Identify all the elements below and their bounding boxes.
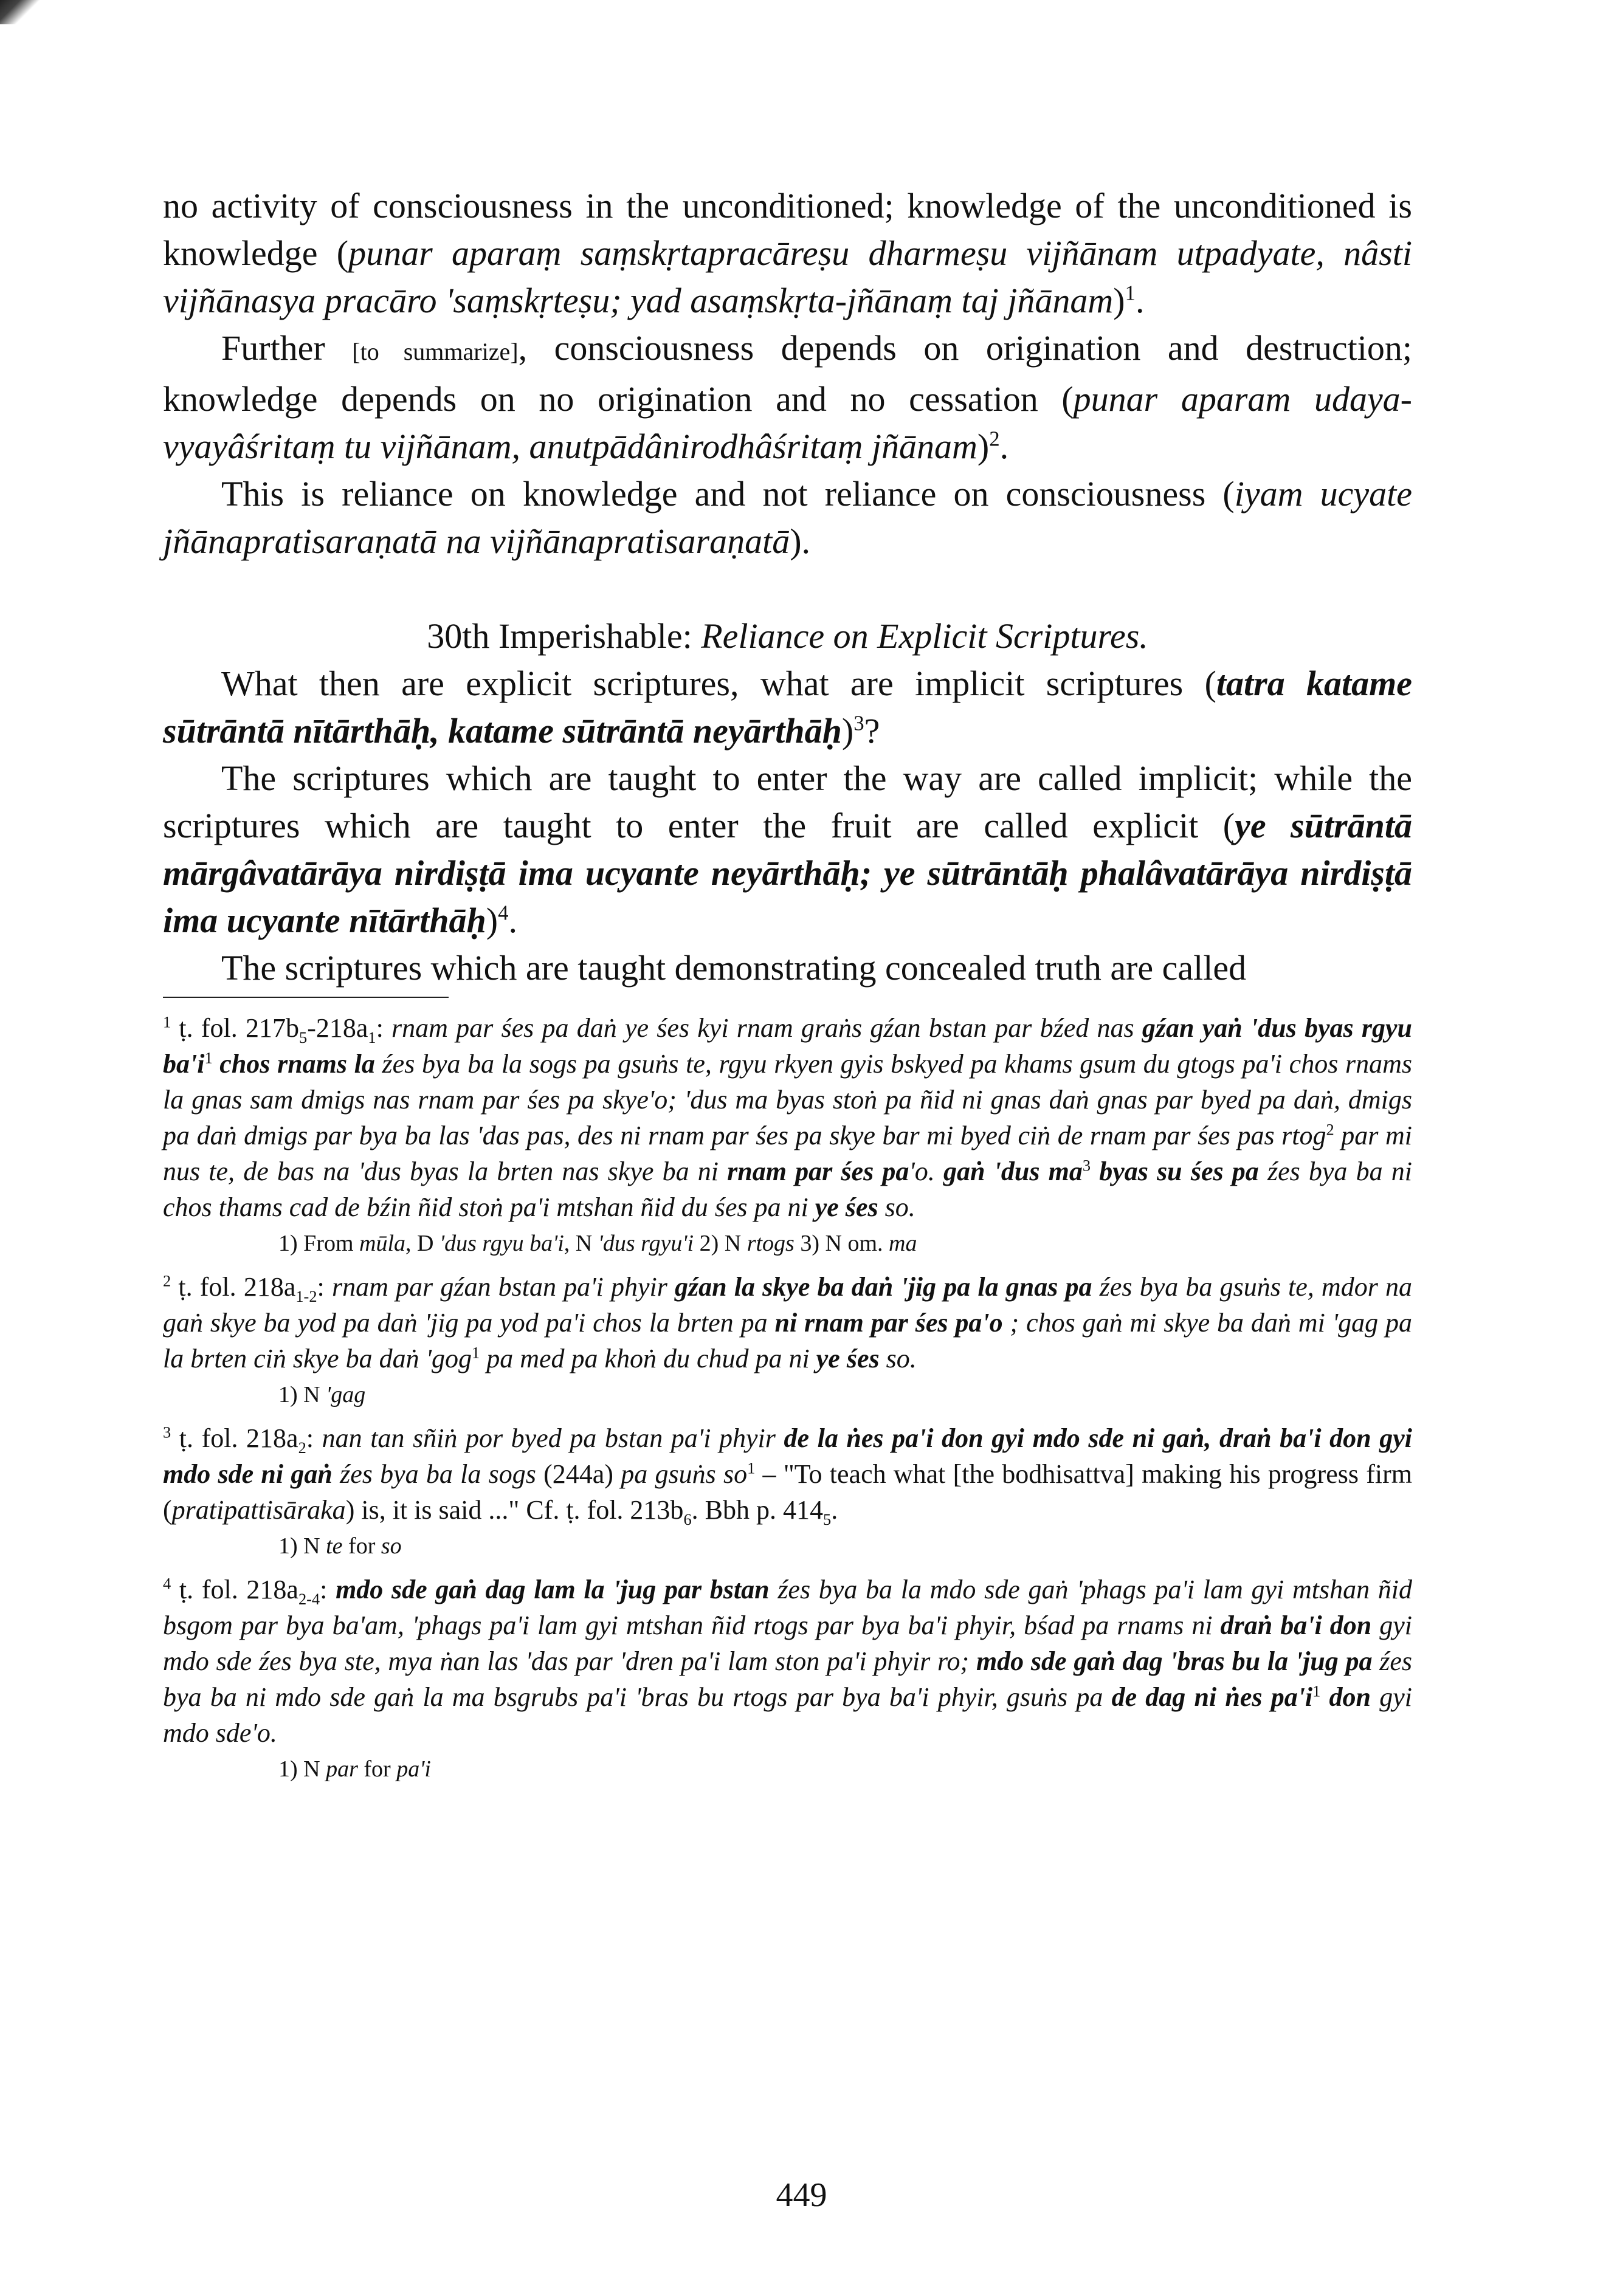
- text-run: ).: [790, 521, 811, 561]
- text-run: byas su śes pa: [1091, 1157, 1259, 1186]
- text-run: no activity of consciousness in the unconditioned; knowledge of the unconditioned is knowledge (: [163, 186, 1412, 273]
- text-run: . Bbh p. 414: [691, 1495, 823, 1525]
- text-run: :: [317, 1272, 332, 1302]
- text-run: 1: [471, 1343, 480, 1362]
- footnote-variant-note: [278, 1379, 1412, 1411]
- text-run: .: [999, 427, 1009, 466]
- text-run: źes bya ba la sogs: [332, 1459, 536, 1489]
- footnote-2: [163, 1269, 1412, 1411]
- text-run: .: [831, 1495, 838, 1525]
- text-run: 'dus rgyu'i: [598, 1231, 694, 1256]
- footnote-variant-note: [278, 1530, 1412, 1562]
- text-run: pratipattisāraka: [171, 1495, 346, 1525]
- text-run: 5: [299, 1028, 308, 1047]
- text-run: :: [320, 1575, 336, 1604]
- text-run: 'gag: [326, 1382, 366, 1408]
- text-run: ṭ. fol. 218a: [171, 1272, 296, 1302]
- text-run: nan tan sñiṅ por byed pa bstan pa'i phyir: [322, 1423, 784, 1453]
- scan-corner-mark: [0, 0, 43, 24]
- footnote-text: [163, 1010, 1412, 1225]
- text-run: for: [342, 1533, 381, 1559]
- text-run: 'o.: [909, 1157, 943, 1186]
- text-run: 30th Imperishable:: [427, 616, 702, 656]
- text-run: , N: [564, 1231, 598, 1256]
- text-run: ): [1113, 281, 1125, 320]
- text-run: chos rnams la: [212, 1049, 375, 1079]
- text-run: gyi mdo sde źes bya ste, mya ṅan las 'das par 'dren pa'i lam ston pa'i phyir ro;: [163, 1610, 1412, 1676]
- text-run: par: [326, 1756, 358, 1782]
- text-run: 1-2: [295, 1287, 317, 1305]
- text-run: mūla: [359, 1231, 405, 1256]
- footnotes: [163, 1010, 1412, 1785]
- text-run: ye sūtrāntā mārgâvatārāya nirdiṣṭā ima ucyante neyārthāḥ; ye sūtrāntāḥ phalâvatārāya nirdiṣṭā ima ucyante nītārthāḥ: [163, 806, 1412, 940]
- text-run: , consciousness depends on origination and destruction; knowledge depends on no origination and no cessation (: [163, 328, 1412, 419]
- text-run: 1) N: [278, 1382, 326, 1408]
- text-run: rnam par śes pa: [727, 1157, 909, 1186]
- text-run: , D: [405, 1231, 440, 1256]
- text-run: de dag ni ṅes pa'i: [1111, 1682, 1313, 1712]
- text-run: (244a): [536, 1459, 621, 1489]
- text-run: 1: [1312, 1682, 1321, 1700]
- footnote-1: [163, 1010, 1412, 1259]
- text-run: 1) N: [278, 1756, 326, 1782]
- text-run: 1: [163, 1012, 171, 1031]
- text-run: mdo sde gaṅ dag 'bras bu la 'jug pa: [976, 1646, 1373, 1676]
- text-run: punar aparaṃ saṃskṛtapracāreṣu dharmeṣu vijñānam utpadyate, nâsti vijñānasya pracāro 'saṃskṛteṣu; yad asaṃskṛta-jñānaṃ taj jñānam: [163, 233, 1412, 320]
- footnote-text: [163, 1572, 1412, 1751]
- text-run: 2: [298, 1438, 306, 1457]
- text-run: ma: [889, 1231, 917, 1256]
- text-run: -218a: [307, 1013, 368, 1043]
- text-run: so.: [879, 1344, 917, 1373]
- paragraph-unconditioned: [163, 182, 1412, 325]
- text-run: 3) N om.: [794, 1231, 889, 1256]
- text-run: Reliance on Explicit Scriptures.: [701, 616, 1148, 656]
- text-run: draṅ ba'i don: [1220, 1610, 1372, 1640]
- text-run: The scriptures which are taught demonstrating concealed truth are called: [221, 948, 1247, 988]
- text-run: 1: [204, 1048, 213, 1067]
- text-run: źes bya ba ni mdo sde gaṅ la ma bsgrubs pa'i 'bras bu rtogs par bya ba'i phyir, gsuṅs pa: [163, 1646, 1413, 1712]
- text-run: par mi nus te, de bas na 'dus byas la brten nas skye ba ni: [163, 1121, 1412, 1186]
- text-run: źes bya ba gsuṅs te, mdor na gaṅ skye ba yod pa daṅ 'jig pa yod pa'i chos la brten pa: [163, 1272, 1412, 1338]
- text-run: ): [841, 711, 854, 751]
- text-run: 6: [683, 1510, 692, 1528]
- text-run: gźan la skye ba daṅ 'jig pa la gnas pa: [675, 1272, 1092, 1302]
- text-run: rnam par gźan bstan pa'i phyir: [331, 1272, 675, 1302]
- text-run: ye śes: [816, 1344, 880, 1373]
- paragraph-implicit-explicit: [163, 755, 1412, 944]
- text-run: The scriptures which are taught to enter the way are called implicit; while the scriptures which are taught to enter the fruit are called explicit (: [163, 758, 1412, 845]
- footnote-variant-note: [278, 1228, 1412, 1259]
- text-run: 5: [823, 1510, 832, 1528]
- text-run: gaṅ 'dus ma: [943, 1157, 1083, 1186]
- text-run: don: [1320, 1682, 1371, 1712]
- paragraph-question: [163, 660, 1412, 755]
- footnote-separator: [163, 997, 449, 998]
- text-run: 1) N: [278, 1533, 326, 1559]
- text-run: 1: [747, 1459, 756, 1477]
- text-run: This is reliance on knowledge and not reliance on consciousness (: [221, 474, 1235, 514]
- text-run: 2: [163, 1271, 171, 1290]
- text-run: de la ṅes pa'i don gyi mdo sde ni gaṅ, draṅ ba'i don gyi mdo sde ni gaṅ: [163, 1423, 1412, 1489]
- text-run: gźan yaṅ 'dus byas rgyu ba'i: [163, 1013, 1412, 1079]
- paragraph-origination: [163, 325, 1412, 470]
- text-run: so.: [878, 1192, 915, 1222]
- text-run: rtogs: [746, 1231, 795, 1256]
- text-run: [to summarize]: [352, 338, 519, 365]
- text-run: ṭ. fol. 218a: [171, 1423, 298, 1453]
- text-run: mdo sde gaṅ dag lam la 'jug par bstan: [336, 1575, 770, 1604]
- text-run: – "To teach what [the bodhisattva] making his progress firm (: [163, 1459, 1412, 1525]
- text-run: ): [486, 901, 498, 940]
- text-run: 'dus rgyu ba'i: [439, 1231, 564, 1256]
- text-run: ṭ. fol. 217b: [171, 1013, 299, 1043]
- footnote-variant-note: [278, 1753, 1412, 1785]
- text-run: ) is, it is said ..." Cf. ṭ. fol. 213b: [345, 1495, 684, 1525]
- footnote-text: [163, 1269, 1412, 1377]
- text-run: ye śes: [815, 1192, 878, 1222]
- text-run: tatra katame sūtrāntā nītārthāḥ, katame sūtrāntā neyārthāḥ: [163, 664, 1412, 751]
- text-run: źes bya ba la sogs pa gsuṅs te, rgyu rkyen gyis bskyed pa khams gsum du gtogs pa'i chos rnams la gnas sam dmigs nas rnam par śes pa skye'o; 'dus ma byas stoṅ pa ñid ni gnas daṅ gnas par byed pa daṅ, dmigs pa daṅ dmigs par bya ba las 'das pas, des ni rnam par śes pa skye bar mi byed ciṅ de rnam par śes pas rtog: [163, 1049, 1412, 1150]
- text-run: 3: [1082, 1156, 1091, 1175]
- text-run: ni rnam par śes pa'o: [774, 1308, 1003, 1338]
- text-run: iyam ucyate jñānapratisaraṇatā na vijñānapratisaraṇatā: [163, 474, 1412, 561]
- paragraph-concealed-truth: [163, 944, 1412, 992]
- text-run: 3: [853, 711, 864, 735]
- page-number: 449: [776, 2176, 827, 2214]
- text-run: so: [381, 1533, 402, 1559]
- text-run: What then are explicit scriptures, what are implicit scriptures (: [221, 664, 1216, 703]
- text-run: for: [357, 1756, 397, 1782]
- text-run: źes bya ba la mdo sde gaṅ 'phags pa'i lam gyi mtshan ñid bsgom par bya ba'am, 'phags pa'i lam gyi mtshan ñid rtogs par bya ba'i phyir, bśad pa rnams ni: [163, 1575, 1412, 1640]
- main-text: [163, 182, 1412, 992]
- text-run: 2-4: [298, 1589, 320, 1608]
- text-run: .: [1136, 281, 1145, 320]
- text-run: ?: [864, 711, 880, 751]
- text-run: 2: [1326, 1120, 1334, 1139]
- text-run: .: [508, 901, 518, 940]
- page-body: [163, 182, 1412, 1795]
- paragraph-reliance-knowledge: [163, 470, 1412, 565]
- text-run: 1: [368, 1028, 376, 1047]
- footnote-text: [163, 1420, 1412, 1528]
- text-run: gyi mdo sde'o.: [163, 1682, 1412, 1748]
- text-run: ; chos gaṅ mi skye ba daṅ mi 'gag pa la brten ciṅ skye ba daṅ 'gog: [163, 1308, 1412, 1373]
- text-run: punar aparam udaya-vyayâśritaṃ tu vijñānam, anutpādânirodhâśritaṃ jñānam: [163, 379, 1412, 466]
- text-run: źes bya ba ni chos thams cad de bźin ñid stoṅ pa'i mtshan ñid du śes pa ni: [163, 1157, 1413, 1222]
- text-run: ṭ. fol. 218a: [171, 1575, 298, 1604]
- text-run: 2) N: [694, 1231, 747, 1256]
- footnote-4: [163, 1572, 1412, 1785]
- text-run: pa med pa khoṅ du chud pa ni: [480, 1344, 816, 1373]
- text-run: ): [977, 427, 990, 466]
- text-run: 4: [163, 1574, 171, 1593]
- text-run: :: [306, 1423, 322, 1453]
- footnote-3: [163, 1420, 1412, 1562]
- text-run: 4: [498, 901, 509, 925]
- text-run: :: [376, 1013, 392, 1043]
- text-run: pa'i: [396, 1756, 431, 1782]
- text-run: 2: [989, 427, 1000, 451]
- text-run: 1: [1125, 281, 1136, 305]
- text-run: te: [326, 1533, 343, 1559]
- text-run: 3: [163, 1423, 171, 1442]
- text-run: 1) From: [278, 1231, 359, 1256]
- text-run: pa gsuṅs so: [621, 1459, 748, 1489]
- section-heading: [163, 613, 1412, 660]
- text-run: Further: [221, 328, 353, 368]
- text-run: rnam par śes pa daṅ ye śes kyi rnam graṅs gźan bstan par bźed nas: [391, 1013, 1142, 1043]
